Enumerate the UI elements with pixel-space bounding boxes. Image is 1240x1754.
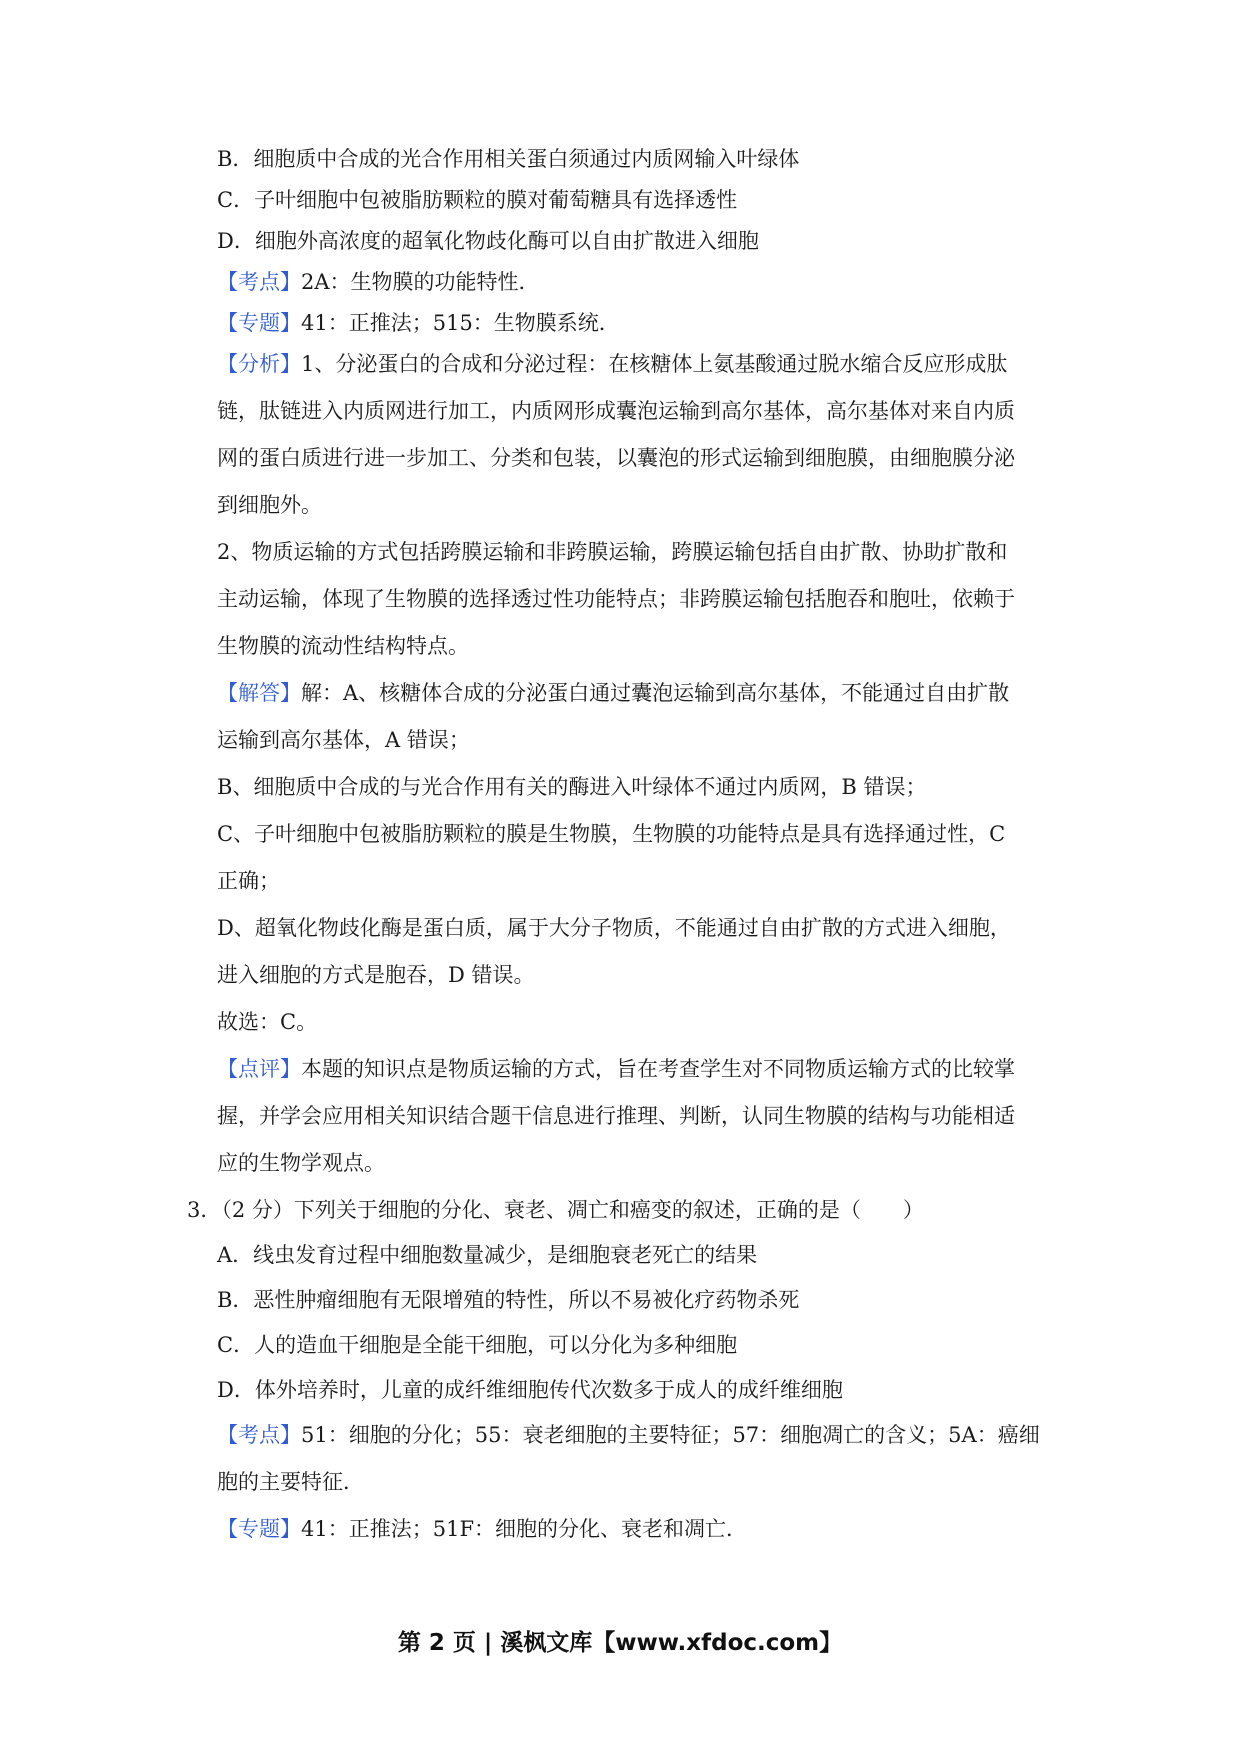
question-3-option-d: D．体外培养时，儿童的成纤维细胞传代次数多于成人的成纤维细胞 (217, 1378, 843, 1402)
zhuanti-line: 【专题】41：正推法；515：生物膜系统． (217, 311, 620, 335)
question-3: 3．（2 分）下列关于细胞的分化、衰老、凋亡和癌变的叙述，正确的是（ ） (187, 1198, 924, 1222)
q3-kaodian-line-2: 胞的主要特征． (217, 1470, 364, 1494)
fenxi-line-2: 链，肽链进入内质网进行加工，内质网形成囊泡运输到高尔基体，高尔基体对来自内质 (217, 399, 1015, 423)
fenxi2-line-1: 2、物质运输的方式包括跨膜运输和非跨膜运输，跨膜运输包括自由扩散、协助扩散和 (217, 540, 1008, 564)
kaodian-tag: 【考点】 (217, 270, 301, 294)
jieda-tag: 【解答】 (217, 681, 301, 705)
question-3-option-b: B．恶性肿瘤细胞有无限增殖的特性，所以不易被化疗药物杀死 (217, 1288, 800, 1312)
guxuan-line: 故选：C。 (217, 1010, 318, 1034)
kaodian-line: 【考点】2A：生物膜的功能特性． (217, 270, 540, 294)
dianping-line-1: 【点评】本题的知识点是物质运输的方式，旨在考查学生对不同物质运输方式的比较掌 (217, 1057, 1015, 1081)
q3-kaodian-tag: 【考点】 (217, 1423, 301, 1447)
question-3-option-a: A．线虫发育过程中细胞数量减少，是细胞衰老死亡的结果 (217, 1243, 758, 1267)
fenxi-line-3: 网的蛋白质进行进一步加工、分类和包装，以囊泡的形式运输到细胞膜，由细胞膜分泌 (217, 446, 1015, 470)
fenxi2-line-3: 生物膜的流动性结构特点。 (217, 634, 469, 658)
zhuanti-tag: 【专题】 (217, 311, 301, 335)
option-c: C．子叶细胞中包被脂肪颗粒的膜对葡萄糖具有选择透性 (217, 188, 738, 212)
jieda-line-d1: D、超氧化物歧化酶是蛋白质，属于大分子物质，不能通过自由扩散的方式进入细胞， (217, 916, 1011, 940)
jieda-line-2: 运输到高尔基体，A 错误； (217, 728, 470, 752)
q3-kaodian-line-1: 【考点】51：细胞的分化；55：衰老细胞的主要特征；57：细胞凋亡的含义；5A：癌细 (217, 1423, 1040, 1447)
dianping-line-2: 握，并学会应用相关知识结合题干信息进行推理、判断，认同生物膜的结构与功能相适 (217, 1104, 1015, 1128)
dianping-line-3: 应的生物学观点。 (217, 1151, 385, 1175)
jieda-line-c1: C、子叶细胞中包被脂肪颗粒的膜是生物膜，生物膜的功能特点是具有选择通过性，C (217, 822, 1006, 846)
jieda-line-b: B、细胞质中合成的与光合作用有关的酶进入叶绿体不通过内质网，B 错误； (217, 775, 927, 799)
q3-zhuanti-tag: 【专题】 (217, 1517, 301, 1541)
jieda-line-d2: 进入细胞的方式是胞吞，D 错误。 (217, 963, 535, 987)
fenxi2-line-2: 主动运输，体现了生物膜的选择透过性功能特点；非跨膜运输包括胞吞和胞吐，依赖于 (217, 587, 1015, 611)
q3-zhuanti-line: 【专题】41：正推法；51F：细胞的分化、衰老和凋亡． (217, 1517, 748, 1541)
option-b: B．细胞质中合成的光合作用相关蛋白须通过内质网输入叶绿体 (217, 147, 800, 171)
fenxi-line-1: 【分析】1、分泌蛋白的合成和分泌过程：在核糖体上氨基酸通过脱水缩合反应形成肽 (217, 352, 1008, 376)
page-footer: 第 2 页 | 溪枫文库【www.xfdoc.com】 (397, 1630, 843, 1656)
question-3-option-c: C．人的造血干细胞是全能干细胞，可以分化为多种细胞 (217, 1333, 738, 1357)
jieda-line-1: 【解答】解：A、核糖体合成的分泌蛋白通过囊泡运输到高尔基体，不能通过自由扩散 (217, 681, 1010, 705)
fenxi-tag: 【分析】 (217, 352, 301, 376)
dianping-tag: 【点评】 (217, 1057, 301, 1081)
jieda-line-c2: 正确； (217, 869, 280, 893)
option-d: D．细胞外高浓度的超氧化物歧化酶可以自由扩散进入细胞 (217, 229, 759, 253)
fenxi-line-4: 到细胞外。 (217, 493, 322, 517)
